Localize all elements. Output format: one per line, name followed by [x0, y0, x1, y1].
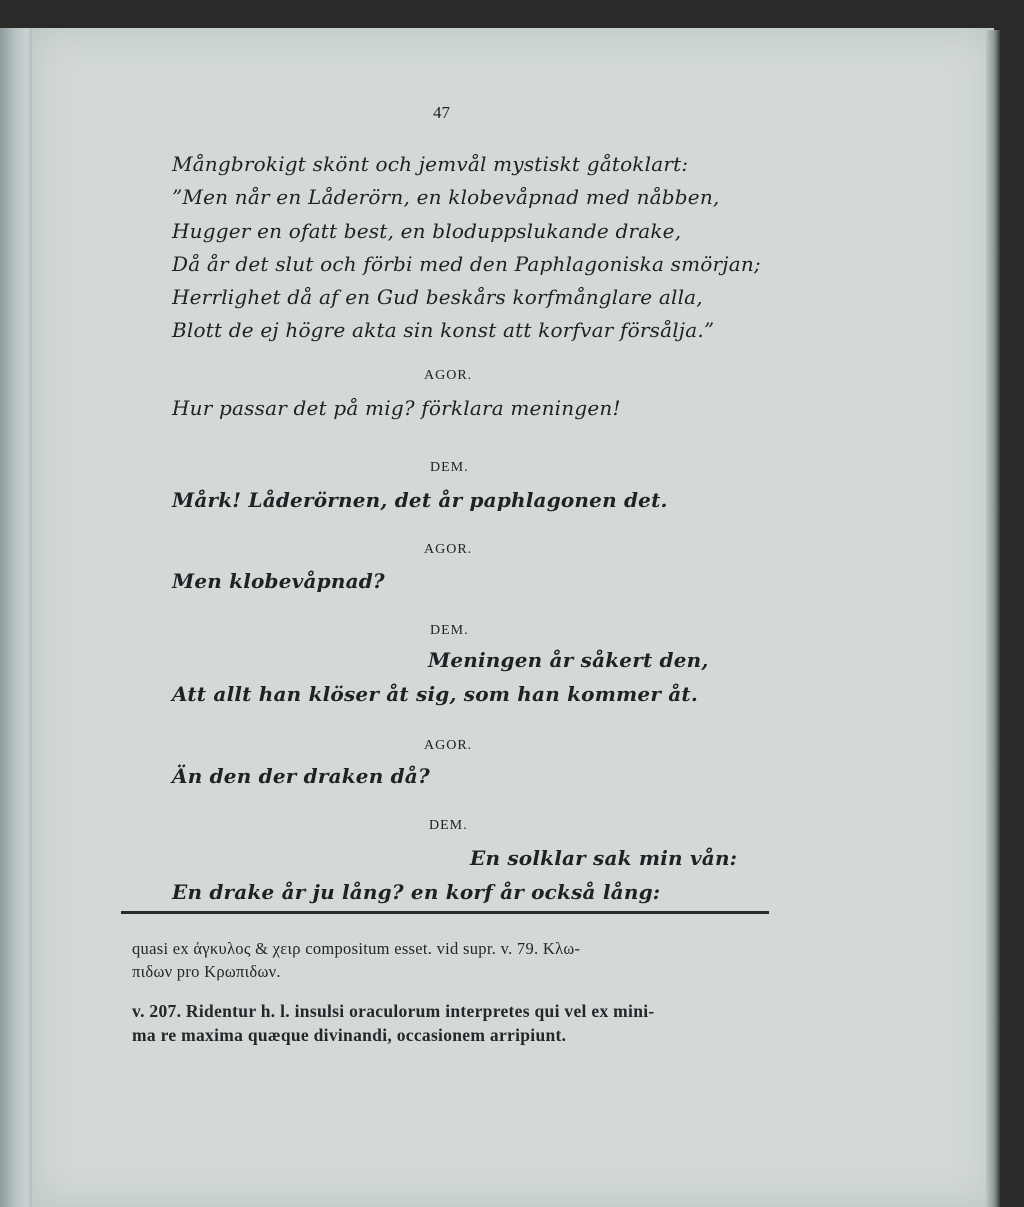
adjacent-page-edge [0, 28, 34, 1207]
speaker-label: DEM. [430, 460, 469, 475]
speaker-label: AGOR. [424, 368, 473, 383]
verse-line: Blott de ej högre akta sin konst att korfvar försålja.” [172, 318, 715, 342]
dialogue-line: Men klobevåpnad? [172, 569, 385, 593]
footnote-divider [121, 911, 769, 914]
verse-line: Mångbrokigt skönt och jemvål mystiskt gåtoklart: [172, 152, 689, 176]
dialogue-line: Mårk! Låderörnen, det år paphlagonen det. [172, 488, 668, 512]
page-number: 47 [433, 103, 450, 122]
footnote-line: quasi ex ἀγκυλος & χειρ compositum esset. vid supr. v. 79. Κλω- [132, 939, 581, 958]
speaker-label: DEM. [429, 818, 468, 833]
page-edge-shadow [986, 30, 1000, 1207]
footnote-line: v. 207. Ridentur h. l. insulsi oraculorum interpretes qui vel ex mini- [132, 1001, 655, 1021]
footnote-line: ma re maxima quæque divinandi, occasionem arripiunt. [132, 1025, 567, 1045]
dialogue-line: En drake år ju lång? en korf år också lång: [172, 880, 661, 904]
dialogue-line: Än den der draken då? [172, 764, 430, 788]
speaker-label: AGOR. [424, 542, 473, 557]
verse-line: ”Men når en Låderörn, en klobevåpnad med nåbben, [172, 185, 720, 209]
speaker-label: AGOR. [424, 738, 473, 753]
dialogue-line: Att allt han klöser åt sig, som han kommer åt. [172, 682, 699, 706]
verse-line: Då år det slut och förbi med den Paphlagoniska smörjan; [172, 252, 761, 276]
verse-line: Herrlighet då af en Gud beskårs korfmånglare alla, [172, 285, 703, 309]
dialogue-line: En solklar sak min vån: [470, 846, 738, 870]
footnote-line: πιδων pro Κρωπιδων. [132, 962, 281, 981]
verse-line: Hugger en ofatt best, en bloduppslukande drake, [172, 219, 682, 243]
dialogue-line: Meningen år såkert den, [428, 648, 709, 672]
dialogue-line: Hur passar det på mig? förklara meningen! [172, 396, 621, 420]
speaker-label: DEM. [430, 623, 469, 638]
